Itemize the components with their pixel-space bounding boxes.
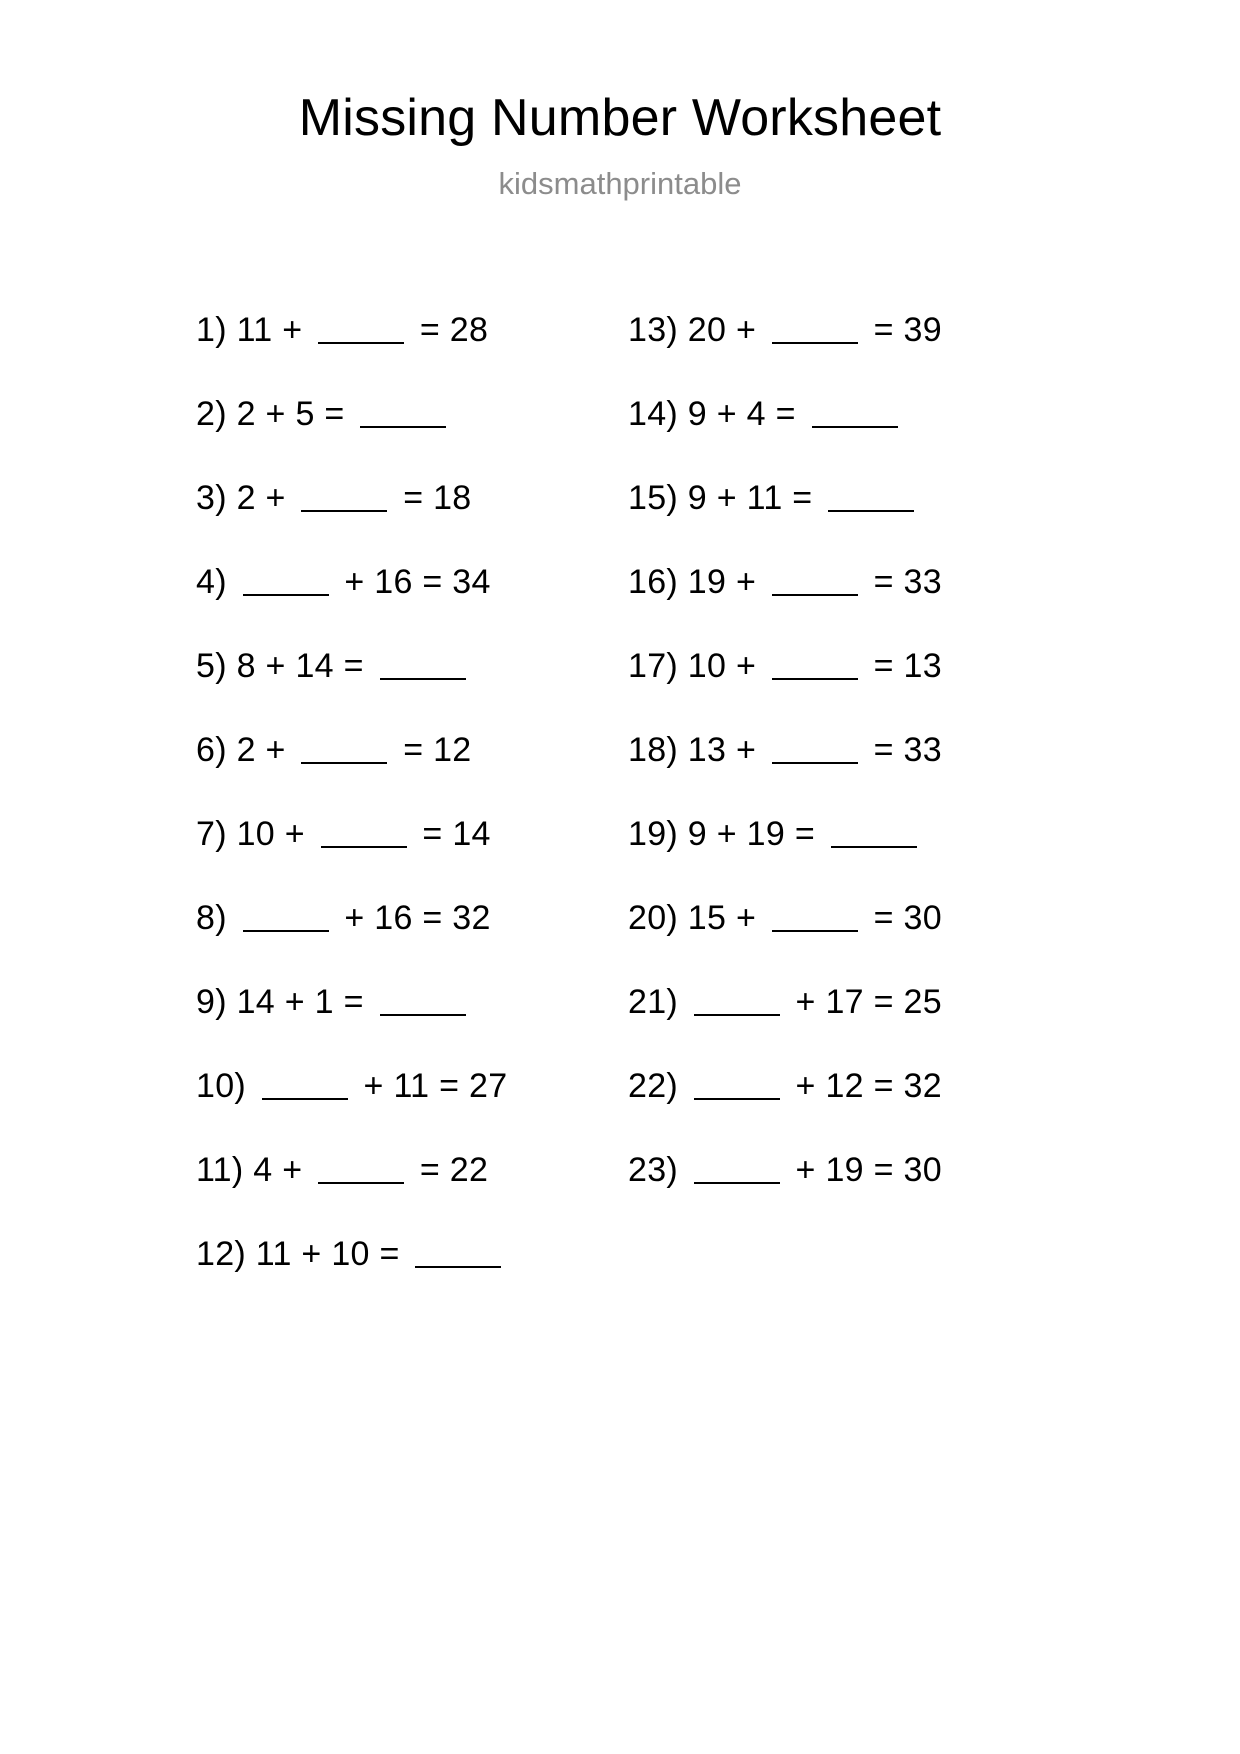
problem-item [628,1128,1028,1212]
problem-number: 13) [628,311,679,349]
problem-number: 22) [628,1067,679,1105]
answer-blank[interactable] [262,1072,348,1100]
answer-blank[interactable] [243,904,329,932]
problem-number: 19) [628,815,679,853]
problem-expression-after-blank: + 17 = 25 [785,983,942,1021]
answer-blank[interactable] [380,988,466,1016]
problem-item [628,288,1028,372]
problem-expression-after-blank: = 39 [863,311,942,349]
answer-blank[interactable] [772,568,858,596]
problem-expression-after-blank: = 18 [393,479,472,517]
problem-number: 1) [196,311,227,349]
problem-item [196,1128,628,1212]
problem-item [628,624,1028,708]
problem-item [628,540,1028,624]
problem-expression-before-blank: 15 + [678,899,766,937]
problem-expression-before-blank [227,901,237,935]
problem-number: 23) [628,1151,679,1189]
problem-item [196,372,628,456]
problem-expression-after-blank: = 33 [863,563,942,601]
problem-expression-before-blank: 9 + 19 = [678,815,825,853]
answer-blank[interactable] [694,1156,780,1184]
answer-blank[interactable] [772,736,858,764]
problem-expression-before-blank: 13 + [678,731,766,769]
problem-item [196,1212,628,1296]
problem-number: 7) [196,815,227,853]
problem-number: 18) [628,731,679,769]
problem-expression-before-blank: 11 + [226,311,313,349]
problem-columns [0,288,1240,1296]
problem-item [628,708,1028,792]
problem-item [628,876,1028,960]
problem-expression-before-blank: 2 + [226,731,296,769]
problem-expression-before-blank: 9 + 11 = [678,479,823,517]
problem-expression-after-blank: = 14 [412,815,491,853]
problem-number: 10) [196,1067,247,1105]
problem-column-right [628,288,1028,1296]
problem-item [196,288,628,372]
answer-blank[interactable] [772,904,858,932]
problem-expression-after-blank: + 12 = 32 [785,1067,942,1105]
problem-item [196,792,628,876]
problem-number: 3) [196,479,227,517]
problem-expression-after-blank: + 11 = 27 [353,1067,508,1105]
problem-number: 9) [196,983,227,1021]
page-title: Missing Number Worksheet [298,89,942,147]
problem-item [196,1044,628,1128]
answer-blank[interactable] [415,1240,501,1268]
problem-expression-after-blank: = 12 [393,731,472,769]
problem-expression-after-blank: + 16 = 32 [334,899,491,937]
problem-expression-after-blank: = 13 [863,647,942,685]
answer-blank[interactable] [380,652,466,680]
problem-item [196,960,628,1044]
problem-expression-before-blank [227,565,237,599]
problem-expression-before-blank: 11 + 10 = [246,1235,410,1273]
answer-blank[interactable] [360,400,446,428]
problem-item [628,372,1028,456]
answer-blank[interactable] [831,820,917,848]
problem-expression-before-blank [678,985,688,1019]
problem-expression-before-blank: 4 + [243,1151,313,1189]
problem-number: 21) [628,983,679,1021]
problem-number: 17) [628,647,679,685]
page-subtitle: kidsmathprintable [498,166,742,201]
problem-expression-before-blank [246,1069,256,1103]
problem-item [628,792,1028,876]
answer-blank[interactable] [694,988,780,1016]
answer-blank[interactable] [772,316,858,344]
answer-blank[interactable] [812,400,898,428]
problem-number: 8) [196,899,227,937]
problem-expression-after-blank: = 28 [410,311,489,349]
answer-blank[interactable] [301,736,387,764]
answer-blank[interactable] [301,484,387,512]
problem-expression-before-blank: 10 + [678,647,766,685]
problem-item [196,540,628,624]
problem-item [628,1044,1028,1128]
problem-number: 15) [628,479,679,517]
problem-expression-after-blank: = 22 [410,1151,489,1189]
problem-number: 14) [628,395,679,433]
problem-number: 12) [196,1235,247,1273]
answer-blank[interactable] [694,1072,780,1100]
problem-number: 20) [628,899,679,937]
problem-expression-before-blank: 9 + 4 = [678,395,806,433]
answer-blank[interactable] [321,820,407,848]
problem-expression-before-blank [678,1069,688,1103]
problem-item [196,708,628,792]
problem-expression-before-blank: 19 + [678,563,766,601]
problem-expression-before-blank: 14 + 1 = [226,983,374,1021]
problem-number: 5) [196,647,227,685]
problem-number: 2) [196,395,227,433]
problem-item [628,960,1028,1044]
problem-number: 6) [196,731,227,769]
answer-blank[interactable] [318,316,404,344]
problem-expression-before-blank: 10 + [226,815,315,853]
problem-expression-after-blank: + 16 = 34 [334,563,491,601]
problem-expression-before-blank: 20 + [678,311,766,349]
problem-item [628,456,1028,540]
problem-item [196,456,628,540]
problem-number: 16) [628,563,679,601]
problem-expression-before-blank: 2 + [226,479,296,517]
problem-expression-before-blank [678,1153,688,1187]
problem-expression-before-blank: 2 + 5 = [226,395,355,433]
problem-item [196,876,628,960]
answer-blank[interactable] [772,652,858,680]
problem-expression-after-blank: + 19 = 30 [785,1151,942,1189]
problem-item [196,624,628,708]
answer-blank[interactable] [828,484,914,512]
problem-number: 11) [196,1151,244,1189]
problem-expression-before-blank: 8 + 14 = [226,647,374,685]
problem-expression-after-blank: = 33 [863,731,942,769]
problem-expression-after-blank: = 30 [863,899,942,937]
answer-blank[interactable] [243,568,329,596]
answer-blank[interactable] [318,1156,404,1184]
problem-number: 4) [196,563,227,601]
problem-column-left [196,288,628,1296]
